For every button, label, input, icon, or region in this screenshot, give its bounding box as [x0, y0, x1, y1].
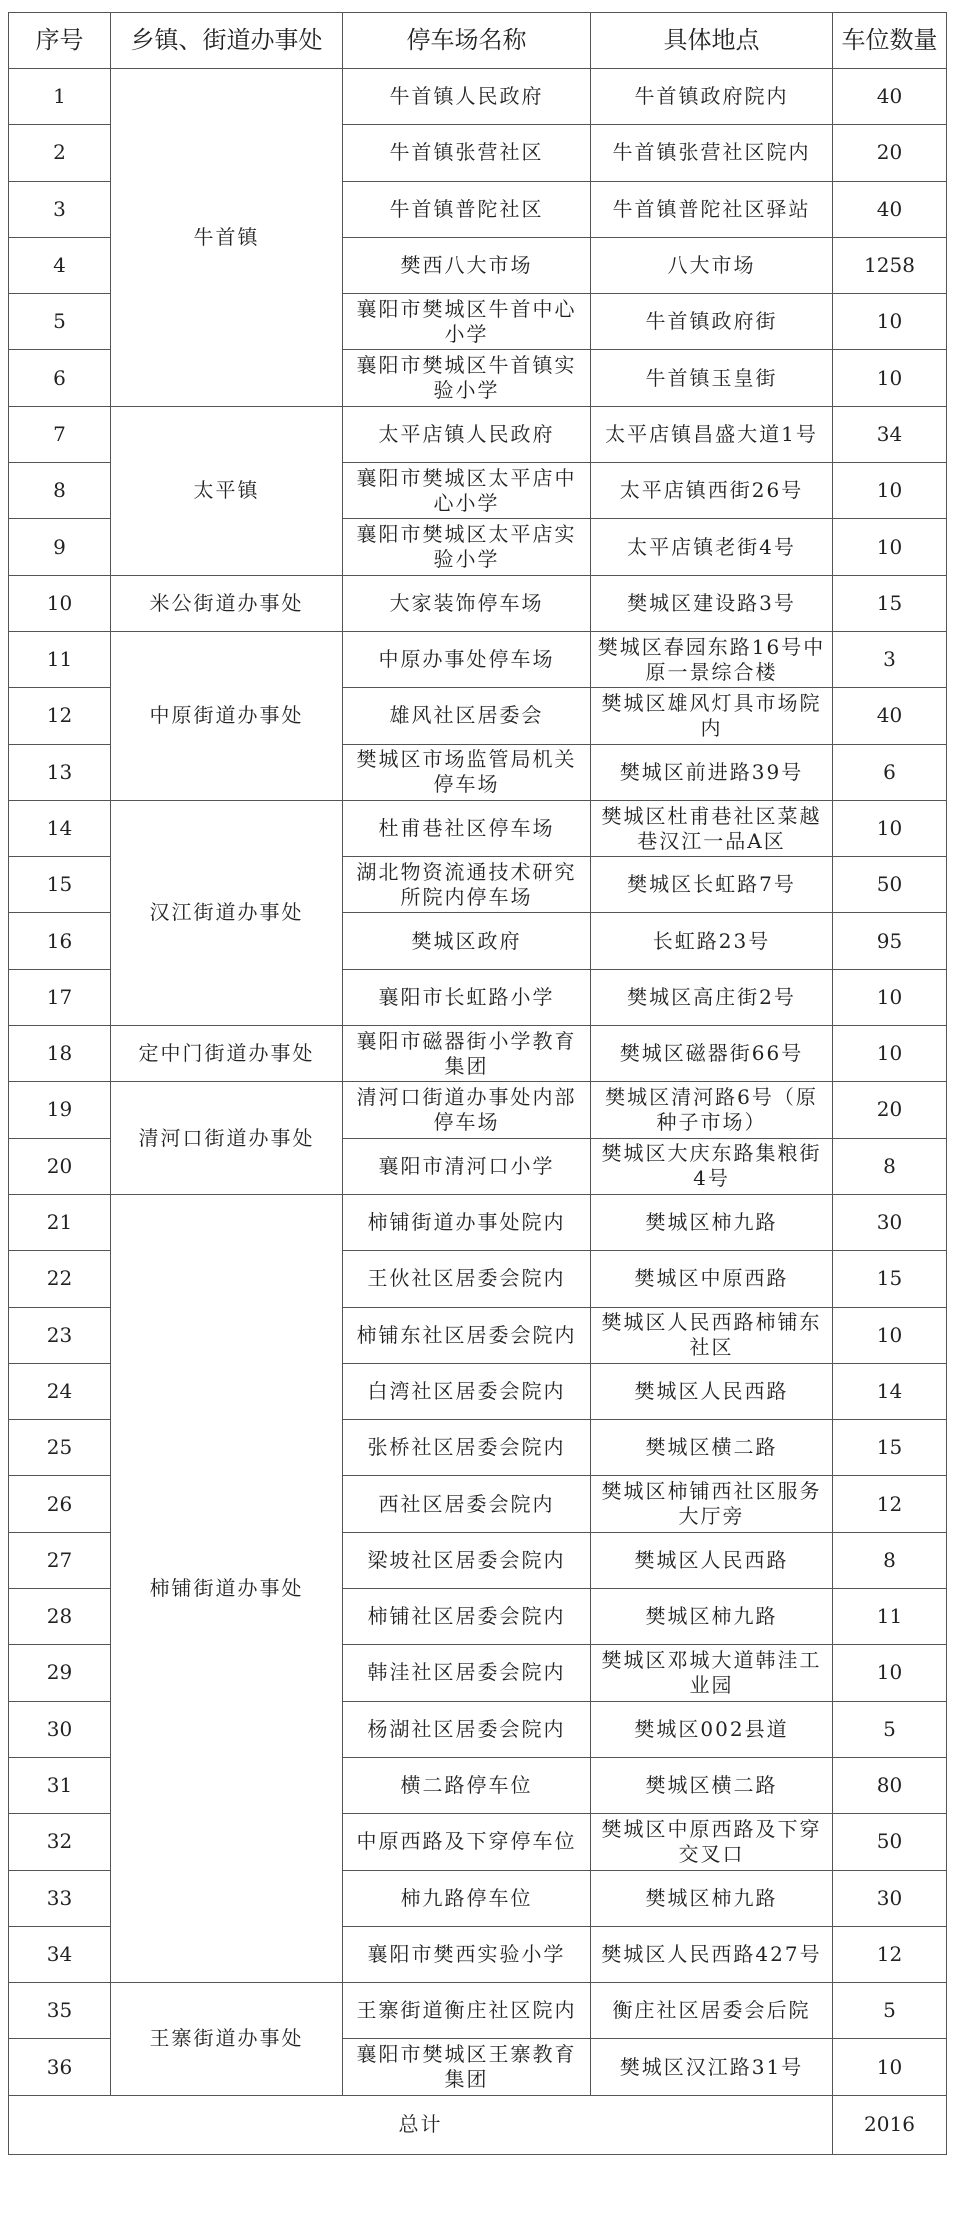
location: 樊城区清河路6号（原种子市场） [591, 1082, 833, 1138]
parking-name: 王伙社区居委会院内 [343, 1251, 591, 1307]
row-index: 18 [9, 1026, 111, 1082]
space-count: 95 [833, 913, 947, 969]
row-index: 13 [9, 744, 111, 800]
parking-name: 襄阳市樊城区王寨教育集团 [343, 2039, 591, 2095]
location: 樊城区建设路3号 [591, 575, 833, 631]
parking-name: 梁坡社区居委会院内 [343, 1532, 591, 1588]
parking-name: 襄阳市樊城区牛首镇实验小学 [343, 350, 591, 406]
district-cell: 王寨街道办事处 [111, 1983, 343, 2096]
parking-name: 白湾社区居委会院内 [343, 1363, 591, 1419]
district-cell: 米公街道办事处 [111, 575, 343, 631]
row-index: 15 [9, 857, 111, 913]
parking-name: 牛首镇普陀社区 [343, 181, 591, 237]
table-row [9, 406, 947, 462]
row-index: 22 [9, 1251, 111, 1307]
parking-name: 中原办事处停车场 [343, 631, 591, 687]
location: 樊城区中原西路 [591, 1251, 833, 1307]
space-count: 10 [833, 2039, 947, 2095]
location: 樊城区人民西路 [591, 1363, 833, 1419]
row-index: 5 [9, 294, 111, 350]
location: 八大市场 [591, 237, 833, 293]
parking-name: 襄阳市长虹路小学 [343, 969, 591, 1025]
space-count: 10 [833, 350, 947, 406]
row-index: 24 [9, 1363, 111, 1419]
location: 樊城区磁器街66号 [591, 1026, 833, 1082]
space-count: 6 [833, 744, 947, 800]
location: 樊城区人民西路427号 [591, 1926, 833, 1982]
parking-name: 樊城区市场监管局机关停车场 [343, 744, 591, 800]
location: 牛首镇玉皇街 [591, 350, 833, 406]
location: 樊城区杜甫巷社区菜越巷汉江一品A区 [591, 800, 833, 856]
row-index: 1 [9, 69, 111, 125]
space-count: 3 [833, 631, 947, 687]
parking-name: 襄阳市樊西实验小学 [343, 1926, 591, 1982]
row-index: 17 [9, 969, 111, 1025]
table-row [9, 1194, 947, 1250]
parking-name: 太平店镇人民政府 [343, 406, 591, 462]
parking-name: 雄风社区居委会 [343, 688, 591, 744]
row-index: 23 [9, 1307, 111, 1363]
location: 樊城区人民西路柿铺东社区 [591, 1307, 833, 1363]
table-row [9, 69, 947, 125]
total-label: 总计 [9, 2095, 833, 2154]
space-count: 20 [833, 125, 947, 181]
row-index: 12 [9, 688, 111, 744]
space-count: 15 [833, 1251, 947, 1307]
location: 樊城区柿九路 [591, 1870, 833, 1926]
parking-name: 襄阳市樊城区太平店中心小学 [343, 463, 591, 519]
space-count: 10 [833, 294, 947, 350]
parking-name: 襄阳市磁器街小学教育集团 [343, 1026, 591, 1082]
row-index: 28 [9, 1589, 111, 1645]
row-index: 8 [9, 463, 111, 519]
location: 樊城区雄风灯具市场院内 [591, 688, 833, 744]
space-count: 12 [833, 1476, 947, 1532]
location: 樊城区横二路 [591, 1420, 833, 1476]
space-count: 10 [833, 1307, 947, 1363]
space-count: 15 [833, 1420, 947, 1476]
row-index: 9 [9, 519, 111, 575]
space-count: 11 [833, 1589, 947, 1645]
location: 太平店镇西街26号 [591, 463, 833, 519]
table-body [9, 69, 947, 2096]
space-count: 14 [833, 1363, 947, 1419]
row-index: 2 [9, 125, 111, 181]
space-count: 8 [833, 1138, 947, 1194]
location: 长虹路23号 [591, 913, 833, 969]
row-index: 33 [9, 1870, 111, 1926]
location: 樊城区人民西路 [591, 1532, 833, 1588]
total-row [9, 2095, 947, 2154]
row-index: 10 [9, 575, 111, 631]
parking-name: 襄阳市樊城区太平店实验小学 [343, 519, 591, 575]
district-cell: 太平镇 [111, 406, 343, 575]
parking-name: 柿铺社区居委会院内 [343, 1589, 591, 1645]
parking-name: 王寨街道衡庄社区院内 [343, 1983, 591, 2039]
header-spaces: 车位数量 [833, 13, 947, 69]
total-value: 2016 [833, 2095, 947, 2154]
location: 太平店镇昌盛大道1号 [591, 406, 833, 462]
table-row [9, 800, 947, 856]
space-count: 20 [833, 1082, 947, 1138]
district-cell: 清河口街道办事处 [111, 1082, 343, 1195]
row-index: 21 [9, 1194, 111, 1250]
district-cell: 中原街道办事处 [111, 631, 343, 800]
parking-name: 樊西八大市场 [343, 237, 591, 293]
header-index: 序号 [9, 13, 111, 69]
space-count: 40 [833, 181, 947, 237]
parking-name: 横二路停车位 [343, 1757, 591, 1813]
header-location: 具体地点 [591, 13, 833, 69]
location: 太平店镇老街4号 [591, 519, 833, 575]
location: 樊城区柿九路 [591, 1589, 833, 1645]
table-row [9, 1026, 947, 1082]
space-count: 40 [833, 688, 947, 744]
space-count: 34 [833, 406, 947, 462]
row-index: 19 [9, 1082, 111, 1138]
parking-name: 牛首镇人民政府 [343, 69, 591, 125]
space-count: 30 [833, 1870, 947, 1926]
row-index: 35 [9, 1983, 111, 2039]
table-row [9, 631, 947, 687]
location: 牛首镇政府街 [591, 294, 833, 350]
row-index: 29 [9, 1645, 111, 1701]
parking-name: 杨湖社区居委会院内 [343, 1701, 591, 1757]
row-index: 11 [9, 631, 111, 687]
row-index: 3 [9, 181, 111, 237]
parking-name: 湖北物资流通技术研究所院内停车场 [343, 857, 591, 913]
location: 樊城区柿铺西社区服务大厅旁 [591, 1476, 833, 1532]
district-cell: 牛首镇 [111, 69, 343, 407]
row-index: 30 [9, 1701, 111, 1757]
space-count: 10 [833, 969, 947, 1025]
location: 樊城区002县道 [591, 1701, 833, 1757]
space-count: 8 [833, 1532, 947, 1588]
parking-name: 清河口街道办事处内部停车场 [343, 1082, 591, 1138]
row-index: 6 [9, 350, 111, 406]
space-count: 1258 [833, 237, 947, 293]
space-count: 50 [833, 1814, 947, 1870]
location: 樊城区邓城大道韩洼工业园 [591, 1645, 833, 1701]
space-count: 10 [833, 463, 947, 519]
district-cell: 汉江街道办事处 [111, 800, 343, 1025]
parking-name: 柿铺东社区居委会院内 [343, 1307, 591, 1363]
parking-name: 柿九路停车位 [343, 1870, 591, 1926]
row-index: 4 [9, 237, 111, 293]
parking-name: 大家装饰停车场 [343, 575, 591, 631]
space-count: 50 [833, 857, 947, 913]
space-count: 30 [833, 1194, 947, 1250]
row-index: 20 [9, 1138, 111, 1194]
space-count: 80 [833, 1757, 947, 1813]
space-count: 10 [833, 800, 947, 856]
location: 牛首镇张营社区院内 [591, 125, 833, 181]
row-index: 32 [9, 1814, 111, 1870]
location: 樊城区高庄街2号 [591, 969, 833, 1025]
table-row [9, 575, 947, 631]
table-row [9, 1082, 947, 1138]
row-index: 14 [9, 800, 111, 856]
parking-name: 张桥社区居委会院内 [343, 1420, 591, 1476]
parking-name: 襄阳市樊城区牛首中心小学 [343, 294, 591, 350]
district-cell: 柿铺街道办事处 [111, 1194, 343, 1982]
parking-name: 襄阳市清河口小学 [343, 1138, 591, 1194]
location: 樊城区前进路39号 [591, 744, 833, 800]
row-index: 16 [9, 913, 111, 969]
row-index: 31 [9, 1757, 111, 1813]
row-index: 25 [9, 1420, 111, 1476]
location: 樊城区中原西路及下穿交叉口 [591, 1814, 833, 1870]
space-count: 5 [833, 1983, 947, 2039]
parking-name: 牛首镇张营社区 [343, 125, 591, 181]
header-parking-name: 停车场名称 [343, 13, 591, 69]
parking-name: 柿铺街道办事处院内 [343, 1194, 591, 1250]
district-cell: 定中门街道办事处 [111, 1026, 343, 1082]
location: 牛首镇政府院内 [591, 69, 833, 125]
location: 樊城区大庆东路集粮街4号 [591, 1138, 833, 1194]
row-index: 26 [9, 1476, 111, 1532]
space-count: 40 [833, 69, 947, 125]
location: 樊城区汉江路31号 [591, 2039, 833, 2095]
parking-name: 樊城区政府 [343, 913, 591, 969]
parking-name: 中原西路及下穿停车位 [343, 1814, 591, 1870]
space-count: 12 [833, 1926, 947, 1982]
space-count: 10 [833, 1026, 947, 1082]
space-count: 15 [833, 575, 947, 631]
row-index: 36 [9, 2039, 111, 2095]
location: 樊城区柿九路 [591, 1194, 833, 1250]
parking-table [8, 12, 947, 2155]
header-row [9, 13, 947, 69]
location: 樊城区春园东路16号中原一景综合楼 [591, 631, 833, 687]
row-index: 27 [9, 1532, 111, 1588]
space-count: 10 [833, 519, 947, 575]
location: 衡庄社区居委会后院 [591, 1983, 833, 2039]
header-district: 乡镇、街道办事处 [111, 13, 343, 69]
row-index: 34 [9, 1926, 111, 1982]
parking-name: 韩洼社区居委会院内 [343, 1645, 591, 1701]
location: 牛首镇普陀社区驿站 [591, 181, 833, 237]
row-index: 7 [9, 406, 111, 462]
location: 樊城区长虹路7号 [591, 857, 833, 913]
table-row [9, 1983, 947, 2039]
location: 樊城区横二路 [591, 1757, 833, 1813]
space-count: 5 [833, 1701, 947, 1757]
parking-name: 西社区居委会院内 [343, 1476, 591, 1532]
space-count: 10 [833, 1645, 947, 1701]
parking-name: 杜甫巷社区停车场 [343, 800, 591, 856]
